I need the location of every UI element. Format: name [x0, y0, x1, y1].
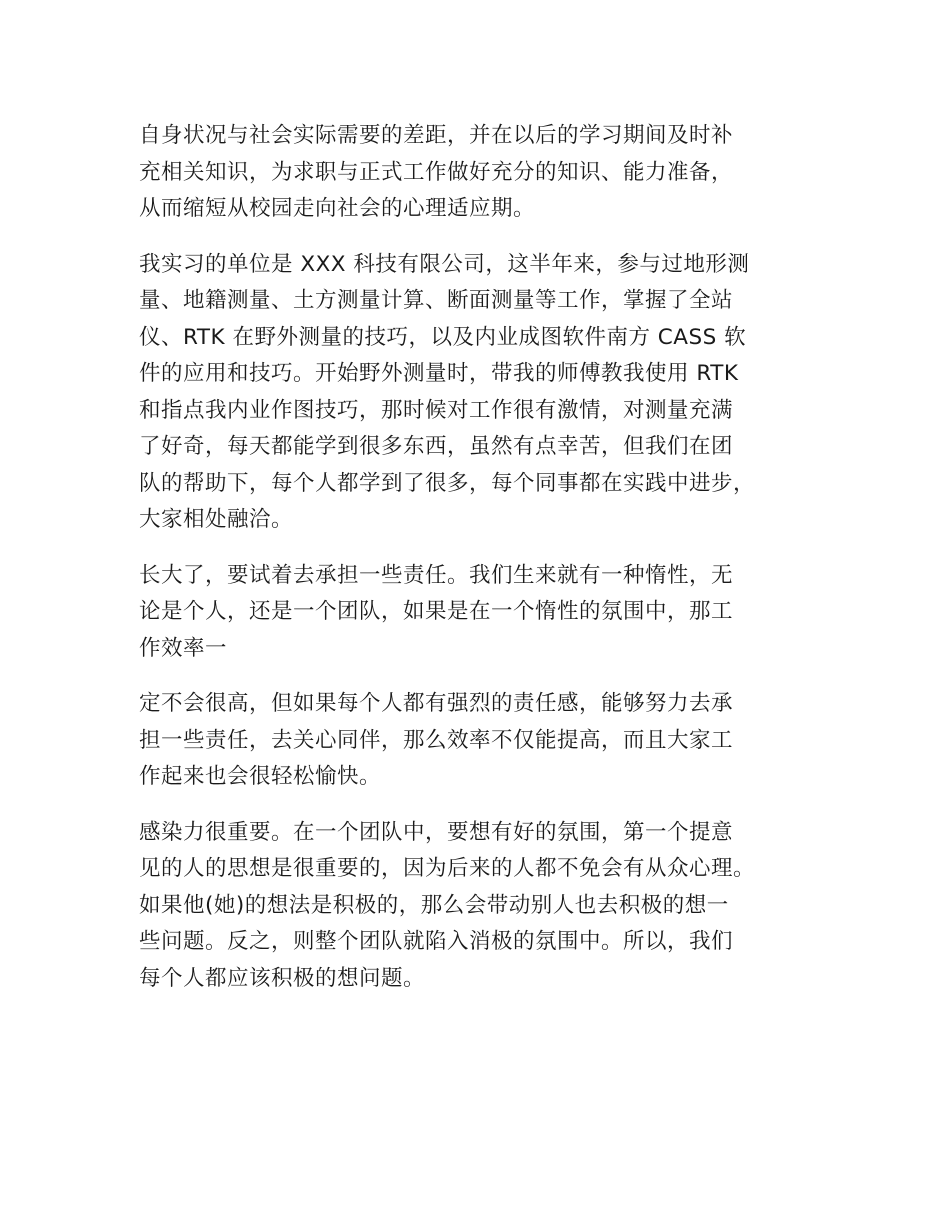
- paragraph-4: 定不会很高，但如果每个人都有强烈的责任感，能够努力去承 担一些责任，去关心同伴，那么效率不仅能提高，而且大家工 作起来也会很轻松愉快。: [139, 691, 734, 789]
- paragraph-3: 长大了，要试着去承担一些责任。我们生来就有一种惰性，无 论是个人，还是一个团队，如果是在一个惰性的氛围中，那工 作效率一: [139, 562, 734, 661]
- paragraph-5: 感染力很重要。在一个团队中，要想有好的氛围，第一个提意 见的人的思想是很重要的，因为后来的人都不免会有从众心理。 如果他(她)的想法是积极的，那么会带动别人也去积极的想一 些问题。反之，则整个团队就陷入消极的氛围中。所以，我们 每个人都应该积极的想问题。: [139, 819, 756, 991]
- paragraph-1: 自身状况与社会实际需要的差距，并在以后的学习期间及时补 充相关知识，为求职与正式工作做好充分的知识、能力准备， 从而缩短从校园走向社会的心理适应期。: [139, 123, 734, 221]
- document-body: [139, 118, 829, 1016]
- paragraph-2: 我实习的单位是 XXX 科技有限公司，这半年来，参与过地形测 量、地籍测量、土方测量计算、断面测量等工作，掌握了全站 仪、RTK 在野外测量的技巧，以及内业成图软件南方 CASS 软 件的应用和技巧。开始野外测量时，带我的师傅教我使用 RTK 和指点我内业作图技巧，那时候对工作很有激情，对测量充满 了好奇，每天都能学到很多东西，虽然有点幸苦，但我们在团 队的帮助下，每个人都学到了很多，每个同事都在实践中进步， 大家相处融洽。: [139, 251, 756, 532]
